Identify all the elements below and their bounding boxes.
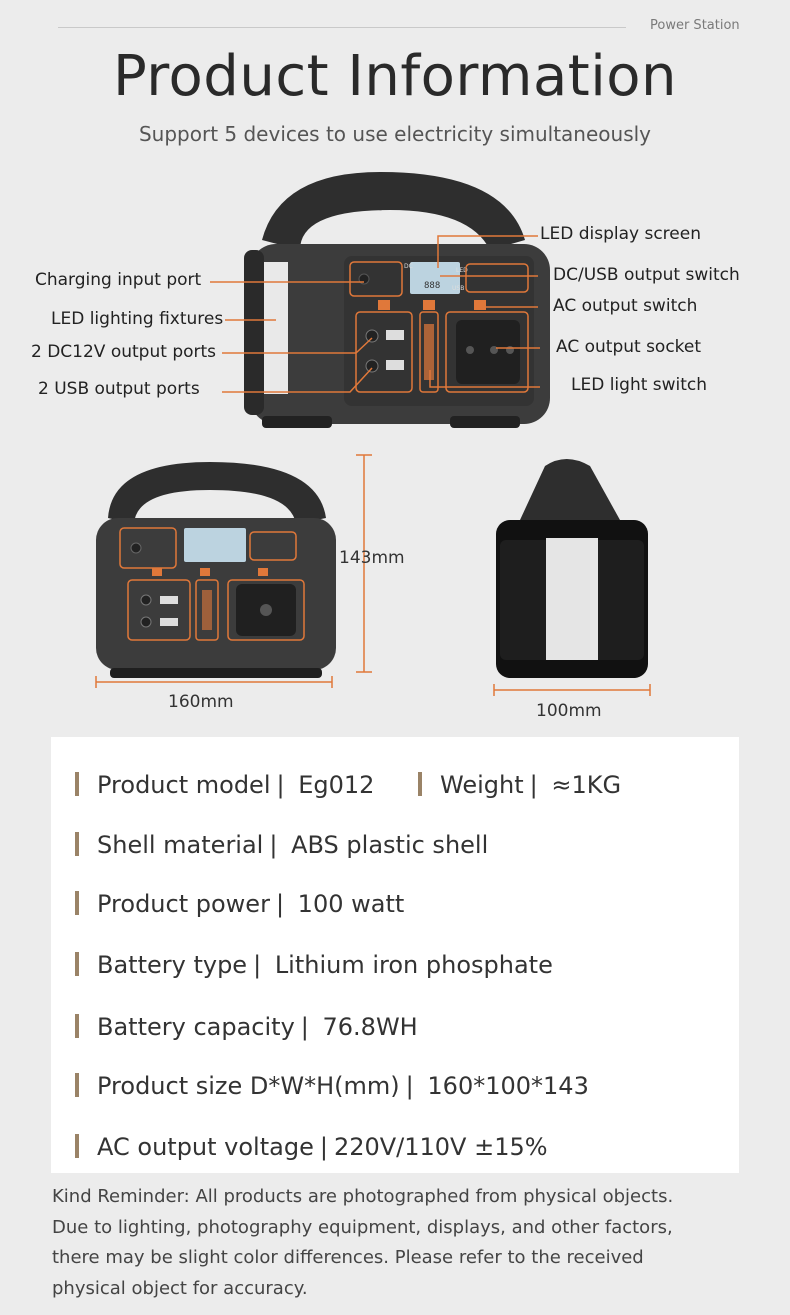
lcd-reading: 888	[424, 281, 441, 291]
page-subtitle: Support 5 devices to use electricity simultaneously	[138, 122, 652, 146]
spec-bar	[75, 891, 79, 915]
side-view-device-image	[496, 459, 648, 678]
spec-bar	[75, 1073, 79, 1097]
spec-bar	[418, 772, 422, 796]
spec-value: 76.8WH	[322, 1013, 418, 1041]
spec-label: Battery type	[97, 951, 248, 979]
callout-led-light-switch: LED light switch	[571, 375, 708, 395]
spec-label: Product power	[97, 890, 270, 918]
spec-row-size	[75, 1072, 589, 1100]
spec-row-power	[75, 890, 404, 918]
reminder-line: there may be slight color differences. Please refer to the received	[52, 1247, 644, 1268]
front-angle-device-image	[244, 172, 550, 428]
callout-dc-usb-switch: DC/USB output switch	[553, 265, 740, 285]
callout-led-display: LED display screen	[540, 224, 701, 244]
dc-text: DC	[404, 263, 413, 270]
callout-ac-socket: AC output socket	[556, 337, 702, 357]
reminder-line: Kind Reminder: All products are photographed from physical objects.	[52, 1186, 674, 1207]
spec-value: ≈1KG	[551, 771, 622, 799]
spec-separator: |	[319, 1133, 328, 1161]
spec-bar	[75, 952, 79, 976]
spec-row-voltage	[75, 1133, 548, 1161]
spec-separator: |	[253, 951, 262, 979]
spec-separator: |	[275, 890, 285, 918]
spec-separator: |	[405, 1072, 414, 1100]
spec-separator: |	[269, 831, 278, 859]
header-rule	[58, 27, 626, 28]
spec-separator: |	[529, 771, 538, 799]
spec-value: ABS plastic shell	[291, 831, 489, 859]
spec-label: Battery capacity	[97, 1013, 295, 1041]
dimension-height: 143mm	[339, 548, 405, 568]
led-text: LED	[456, 267, 468, 274]
spec-row-shell	[75, 831, 488, 859]
spec-value: Eg012	[298, 771, 375, 799]
brand-label: Power Station	[650, 18, 740, 33]
spec-separator: |	[276, 771, 285, 799]
front-view-device-image	[96, 462, 336, 678]
usb-text: USB	[452, 285, 465, 292]
callout-ac-switch: AC output switch	[553, 296, 698, 316]
spec-label: Shell material	[97, 831, 264, 859]
spec-bar	[75, 1014, 79, 1038]
spec-value: 160*100*143	[427, 1072, 589, 1100]
dimension-width: 160mm	[168, 692, 234, 712]
spec-value: 220V/110V ±15%	[333, 1133, 548, 1161]
spec-panel	[51, 737, 739, 1173]
reminder-line: physical object for accuracy.	[52, 1277, 308, 1299]
callout-dc12v-ports: 2 DC12V output ports	[31, 342, 217, 362]
spec-separator: |	[300, 1013, 309, 1041]
reminder-line: Due to lighting, photography equipment, displays, and other factors,	[52, 1216, 673, 1238]
product-diagram	[0, 160, 790, 730]
spec-bar	[75, 772, 79, 796]
callout-led-lighting: LED lighting fixtures	[51, 309, 224, 329]
spec-label: Weight	[440, 771, 524, 799]
spec-row-battery-type	[75, 951, 553, 979]
callout-usb-ports: 2 USB output ports	[38, 379, 200, 399]
spec-row-weight	[418, 771, 621, 799]
spec-bar	[75, 832, 79, 856]
spec-value: Lithium iron phosphate	[274, 951, 553, 979]
spec-bar	[75, 1134, 79, 1158]
spec-row-capacity	[75, 1013, 418, 1041]
spec-label: Product model	[97, 771, 271, 799]
page-title: Product Information	[112, 44, 678, 109]
dimension-depth: 100mm	[536, 701, 602, 721]
spec-label: Product size D*W*H(mm)	[97, 1072, 400, 1100]
spec-row-model	[75, 771, 374, 799]
callout-charging-input: Charging input port	[35, 270, 202, 290]
kind-reminder	[52, 1182, 752, 1304]
spec-value: 100 watt	[297, 890, 405, 918]
spec-label: AC output voltage	[97, 1133, 314, 1161]
